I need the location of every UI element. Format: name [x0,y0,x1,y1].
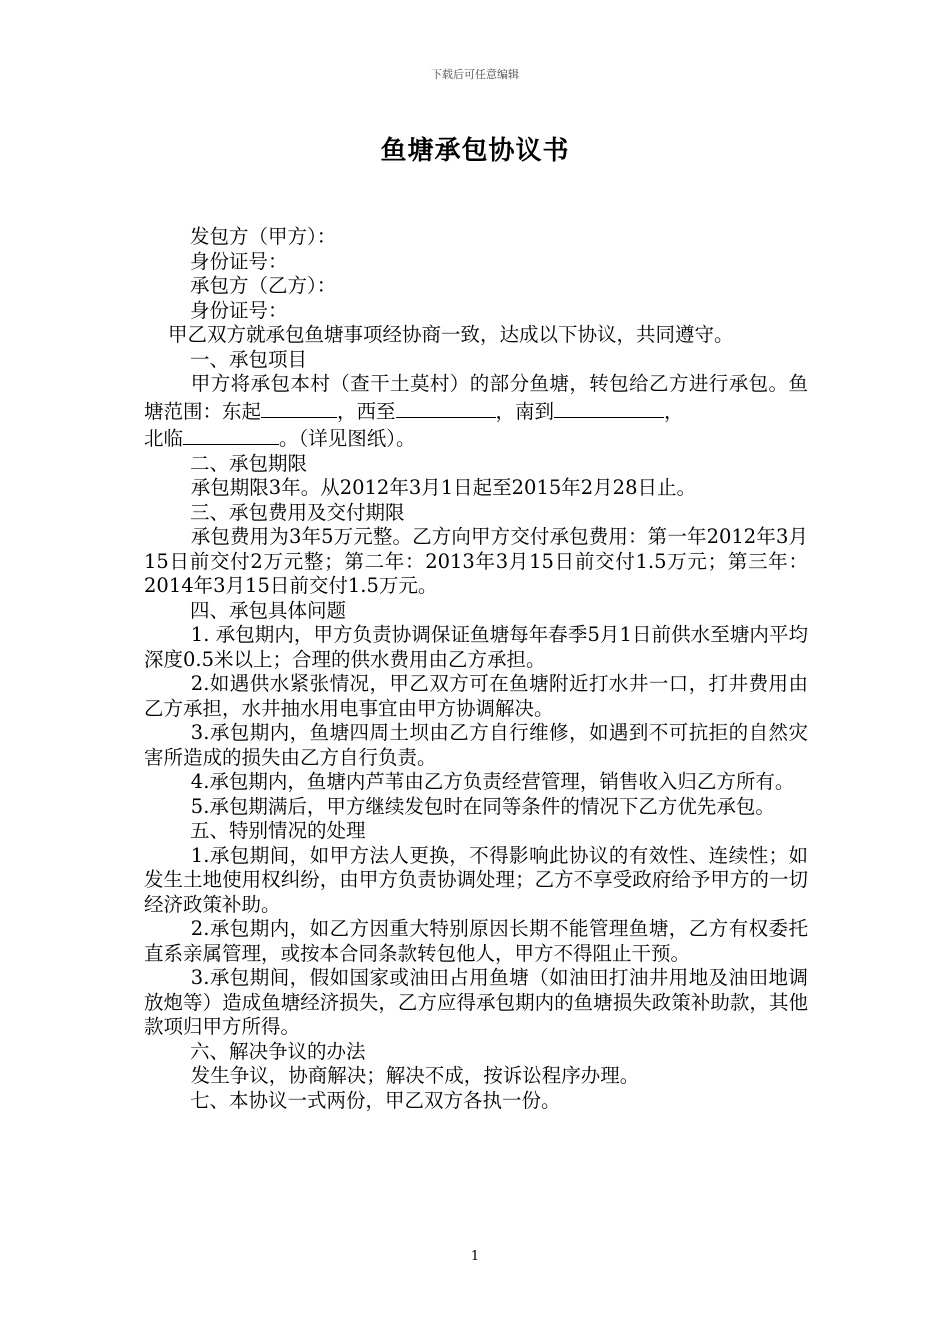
section-4-heading: 四、承包具体问题 [190,598,347,622]
section-1-heading: 一、承包项目 [190,347,308,371]
page-header: 下载后可任意编辑 [431,68,519,81]
section-2-heading: 二、承包期限 [190,451,308,475]
section-5-heading: 五、特别情况的处理 [190,819,366,842]
document-body [144,225,808,1113]
section-5-item: 3.承包期间，假如国家或油田占用鱼塘（如油田打油井用地及油田地调放炮等）造成鱼塘经济损失，乙方应得承包期内的鱼塘损失政策补助款，其他款项归甲方所得。 [144,966,808,1038]
section-1-north-line [144,424,808,452]
section-6-paragraph: 发生争议，协商解决；解决不成，按诉讼程序办理。 [190,1064,640,1087]
south-label: ，南到 [495,399,555,423]
section-1-text: 甲方将承包本村（查干土莫村）的部分鱼塘，转包给乙方进行承包。鱼塘范围：东起 [144,372,808,423]
section-4-item: 5.承包期满后，甲方继续发包时在同等条件的情况下乙方优先承包。 [190,794,775,818]
north-boundary-blank [183,424,279,445]
party-a-id-label: 身份证号： [190,249,288,273]
section-3-heading: 三、承包费用及交付期限 [190,500,405,524]
west-boundary-blank [396,397,496,418]
document-title: 鱼塘承包协议书 [380,136,570,166]
section-2-paragraph: 承包期限3年。从2012年3月1日起至2015年2月28日止。 [190,476,696,499]
section-1-tail: 。（详见图纸）。 [279,427,416,450]
section-4-item: 3.承包期内，鱼塘四周土坝由乙方自行维修，如遇到不可抗拒的自然灾害所造成的损失由乙方自行负责。 [144,721,808,769]
section-6-heading: 六、解决争议的办法 [190,1039,366,1063]
comma-sep: ， [664,399,684,423]
section-4-item: 2.如遇供水紧张情况，甲乙双方可在鱼塘附近打水井一口，打井费用由乙方承担，水井抽水用电事宜由甲方协调解决。 [144,672,808,720]
west-label: ，西至 [337,399,396,423]
south-boundary-blank [554,397,664,418]
party-b-id-label: 身份证号： [190,298,288,322]
section-4-item: 4.承包期内，鱼塘内芦苇由乙方负责经营管理，销售收入归乙方所有。 [190,770,795,793]
section-1-paragraph [144,372,808,424]
section-4-item: 1. 承包期内，甲方负责协调保证鱼塘每年春季5月1日前供水至塘内平均深度0.5米以上；合理的供水费用由乙方承担。 [144,623,808,671]
page-number: 1 [470,1249,480,1264]
section-5-item: 2.承包期内，如乙方因重大特别原因长期不能管理鱼塘，乙方有权委托直系亲属管理，或按本合同条款转包他人，甲方不得阻止干预。 [144,917,808,965]
section-3-paragraph: 承包费用为3年5万元整。乙方向甲方交付承包费用：第一年2012年3月15日前交付2万元整；第二年：2013年3月15日前交付1.5万元；第三年：2014年3月15日前交付1.5万元。 [144,525,808,597]
party-a-label: 发包方（甲方）： [190,225,337,248]
east-boundary-blank [261,397,337,418]
north-label: 北临 [144,427,184,450]
section-5-item: 1.承包期间，如甲方法人更换，不得影响此协议的有效性、连续性；如发生土地使用权纠纷，由甲方负责协调处理；乙方不享受政府给予甲方的一切经济政策补助。 [144,843,808,916]
section-7-heading: 七、本协议一式两份，甲乙双方各执一份。 [190,1088,561,1112]
intro-paragraph: 甲乙双方就承包鱼塘事项经协商一致，达成以下协议，共同遵守。 [168,323,734,346]
party-b-label: 承包方（乙方）： [190,274,337,297]
